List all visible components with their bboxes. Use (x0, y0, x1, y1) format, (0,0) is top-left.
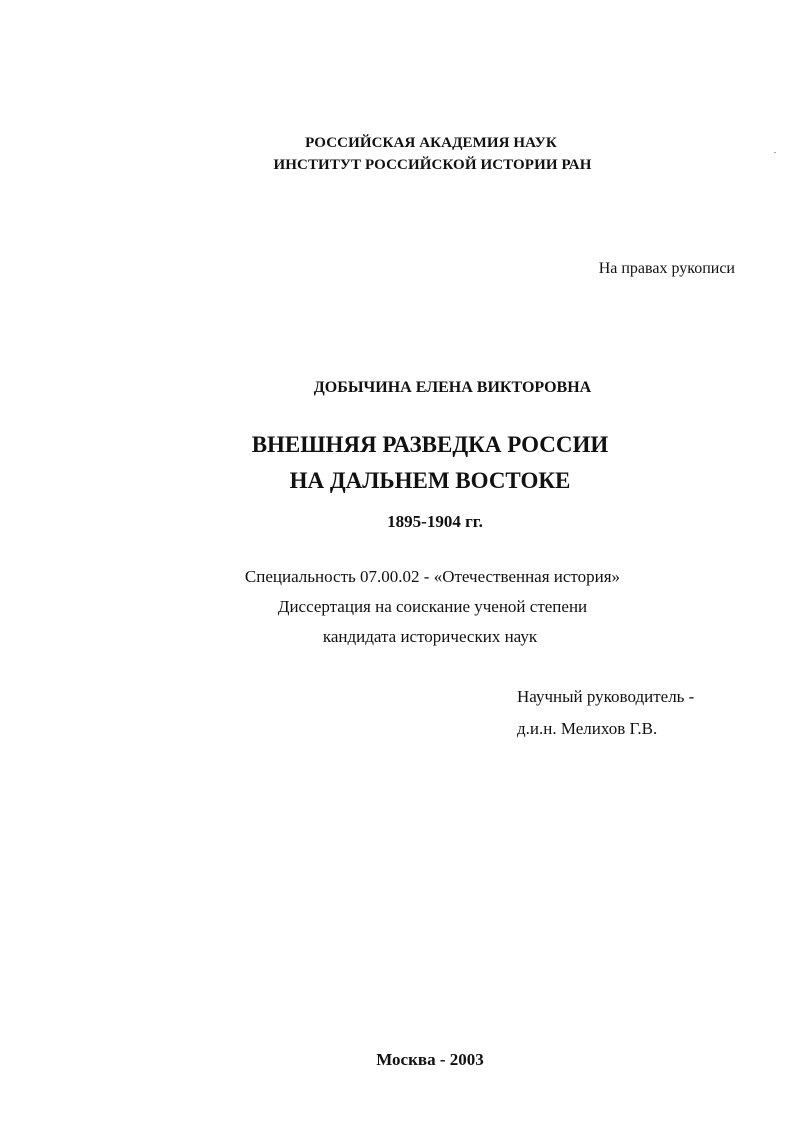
supervisor-name: д.и.н. Мелихов Г.В. (517, 719, 658, 738)
thesis-period: 1895-1904 гг. (387, 512, 483, 531)
degree-line-1: Диссертация на соискание ученой степени (277, 597, 588, 616)
manuscript-rights-note: На правах рукописи (598, 260, 735, 277)
city-and-year: Москва - 2003 (376, 1050, 484, 1069)
thesis-title-line-2: НА ДАЛЬНЕМ ВОСТОКЕ (289, 468, 571, 493)
author-name: ДОБЫЧИНА ЕЛЕНА ВИКТОРОВНА (313, 379, 592, 396)
scan-speck (774, 152, 776, 153)
institute-name: ИНСТИТУТ РОССИЙСКОЙ ИСТОРИИ РАН (273, 157, 592, 173)
organization-name: РОССИЙСКАЯ АКАДЕМИЯ НАУК (305, 135, 557, 151)
specialty-line: Специальность 07.00.02 - «Отечественная история» (244, 567, 621, 586)
supervisor-label: Научный руководитель - (517, 687, 695, 706)
degree-line-2: кандидата исторических наук (322, 627, 538, 646)
thesis-title-line-1: ВНЕШНЯЯ РАЗВЕДКА РОССИИ (251, 432, 609, 457)
